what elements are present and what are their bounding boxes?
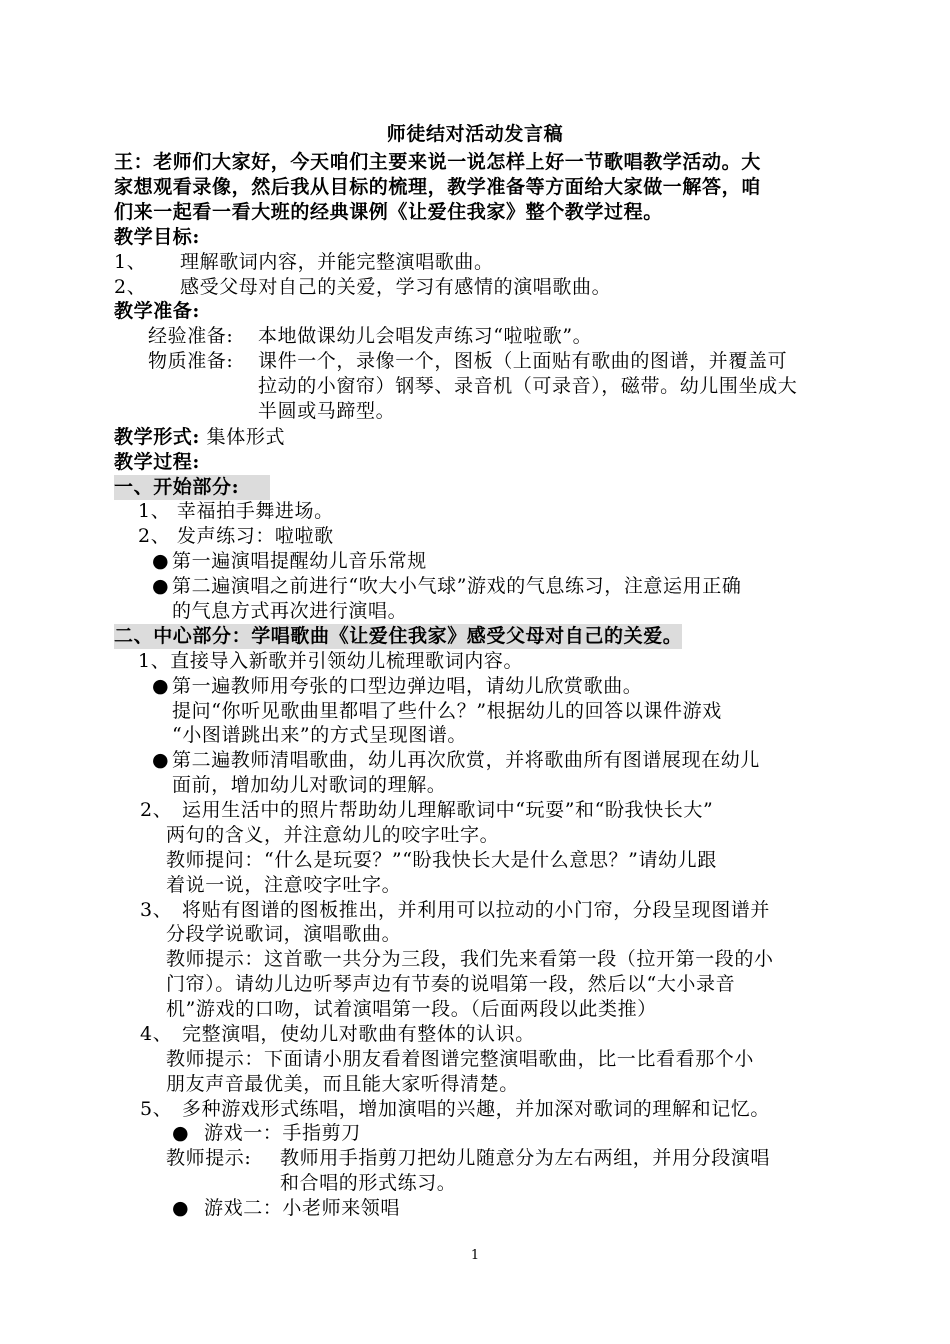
- game-1-text: 教师用手指剪刀把幼儿随意分为左右两组，并用分段演唱: [280, 1147, 771, 1169]
- goals-heading: 教学目标:: [114, 226, 201, 248]
- step-4-text: 完整演唱，使幼儿对歌曲有整体的认识。: [182, 1023, 535, 1045]
- step-number: 2、: [140, 799, 173, 821]
- step-2-text: 两句的含义，并注意幼儿的咬字吐字。: [166, 824, 500, 846]
- step-3-text: 将贴有图谱的图板推出，并利用可以拉动的小门帘，分段呈现图谱并: [182, 899, 771, 921]
- exp-prep-text: 本地做课幼儿会唱发声练习“啦啦歌”。: [258, 325, 593, 347]
- step-2-text: 运用生活中的照片帮助幼儿理解歌词中“玩耍”和“盼我快长大”: [182, 799, 714, 821]
- step-1-question: 提问“你听见歌曲里都唱了些什么？”根据幼儿的回答以课件游戏: [172, 700, 722, 722]
- step-3-text: 机”游戏的口吻，试着演唱第一段。（后面两段以此类推）: [166, 998, 657, 1020]
- step-3-text: 分段学说歌词，演唱歌曲。: [166, 923, 402, 945]
- step-1-bullet: 第二遍教师清唱歌曲，幼儿再次欣赏，并将歌曲所有图谱展现在幼儿: [172, 749, 761, 771]
- intro-line-2: 家想观看录像，然后我从目标的梳理，教学准备等方面给大家做一解答，咱: [114, 176, 761, 198]
- step-1-bullet-cont: 面前，增加幼儿对歌词的理解。: [172, 774, 447, 796]
- game-1-label: 教师提示:: [166, 1147, 252, 1169]
- intro-line-1: 王：老师们大家好，今天咱们主要来说一说怎样上好一节歌唱教学活动。大: [114, 151, 761, 173]
- step-4-text: 朋友声音最优美，而且能大家听得清楚。: [166, 1073, 519, 1095]
- mat-prep-line: 半圆或马蹄型。: [258, 400, 396, 422]
- step-2-text: 着说一说，注意咬字吐字。: [166, 874, 402, 896]
- mat-prep-line: 拉动的小窗帘）钢琴、录音机（可录音），磁带。幼儿围坐成大: [258, 375, 798, 397]
- game-2-title: 游戏二：小老师来领唱: [204, 1197, 401, 1219]
- step-5-text: 多种游戏形式练唱，增加演唱的兴趣，并加深对歌词的理解和记忆。: [182, 1098, 771, 1120]
- goal-text: 感受父母对自己的关爱，学习有感情的演唱歌曲。: [180, 276, 612, 298]
- bullet-icon: ●: [152, 749, 170, 771]
- mat-prep-line: 课件一个，录像一个，图板（上面贴有歌曲的图谱，并覆盖可: [258, 350, 788, 372]
- goal-number: 1、: [114, 251, 147, 273]
- exp-prep-label: 经验准备:: [148, 325, 234, 347]
- step-number: 4、: [140, 1023, 173, 1045]
- part2-heading: 二、中心部分：学唱歌曲《让爱住我家》感受父母对自己的关爱。: [114, 625, 683, 647]
- step-number: 5、: [140, 1098, 173, 1120]
- bullet-icon: ●: [152, 550, 170, 572]
- goal-text: 理解歌词内容，并能完整演唱歌曲。: [180, 251, 494, 273]
- game-1-text: 和合唱的形式练习。: [280, 1172, 457, 1194]
- part1-heading: 一、开始部分:: [114, 475, 270, 500]
- step-1-question: “小图谱跳出来”的方式呈现图谱。: [172, 724, 468, 746]
- part1-item: 1、 幸福拍手舞进场。: [138, 500, 334, 522]
- bullet-icon: ●: [172, 1197, 190, 1219]
- form-heading: 教学形式:: [114, 426, 201, 448]
- bullet-icon: ●: [152, 675, 170, 697]
- step-1-bullet: 第一遍教师用夸张的口型边弹边唱，请幼儿欣赏歌曲。: [172, 675, 643, 697]
- bullet-icon: ●: [172, 1122, 190, 1144]
- goal-number: 2、: [114, 276, 147, 298]
- step-number: 3、: [140, 899, 173, 921]
- form-text: 集体形式: [206, 426, 286, 448]
- part1-bullet-cont: 的气息方式再次进行演唱。: [172, 600, 408, 622]
- step-2-text: 教师提问：“什么是玩耍？”“盼我快长大是什么意思？”请幼儿跟: [166, 849, 717, 871]
- step-1: 1、直接导入新歌并引领幼儿梳理歌词内容。: [138, 650, 524, 672]
- form-row: [114, 425, 285, 450]
- part1-bullet: 第一遍演唱提醒幼儿音乐常规: [172, 550, 427, 572]
- intro-line-3: 们来一起看一看大班的经典课例《让爱住我家》整个教学过程。: [114, 201, 663, 223]
- page-title: 师徒结对活动发言稿: [386, 123, 564, 145]
- part1-bullet: 第二遍演唱之前进行“吹大小气球”游戏的气息练习，注意运用正确: [172, 575, 742, 597]
- game-1-title: 游戏一：手指剪刀: [204, 1122, 361, 1144]
- step-4-text: 教师提示：下面请小朋友看着图谱完整演唱歌曲，比一比看看那个小: [166, 1048, 755, 1070]
- part1-item: 2、 发声练习：啦啦歌: [138, 525, 334, 547]
- mat-prep-label: 物质准备:: [148, 350, 234, 372]
- step-3-text: 教师提示：这首歌一共分为三段，我们先来看第一段（拉开第一段的小: [166, 948, 774, 970]
- page-number: 1: [470, 1248, 480, 1263]
- bullet-icon: ●: [152, 575, 170, 597]
- prep-heading: 教学准备:: [114, 300, 201, 322]
- process-heading: 教学过程:: [114, 451, 201, 473]
- step-3-text: 门帘）。请幼儿边听琴声边有节奏的说唱第一段，然后以“大小录音: [166, 973, 736, 995]
